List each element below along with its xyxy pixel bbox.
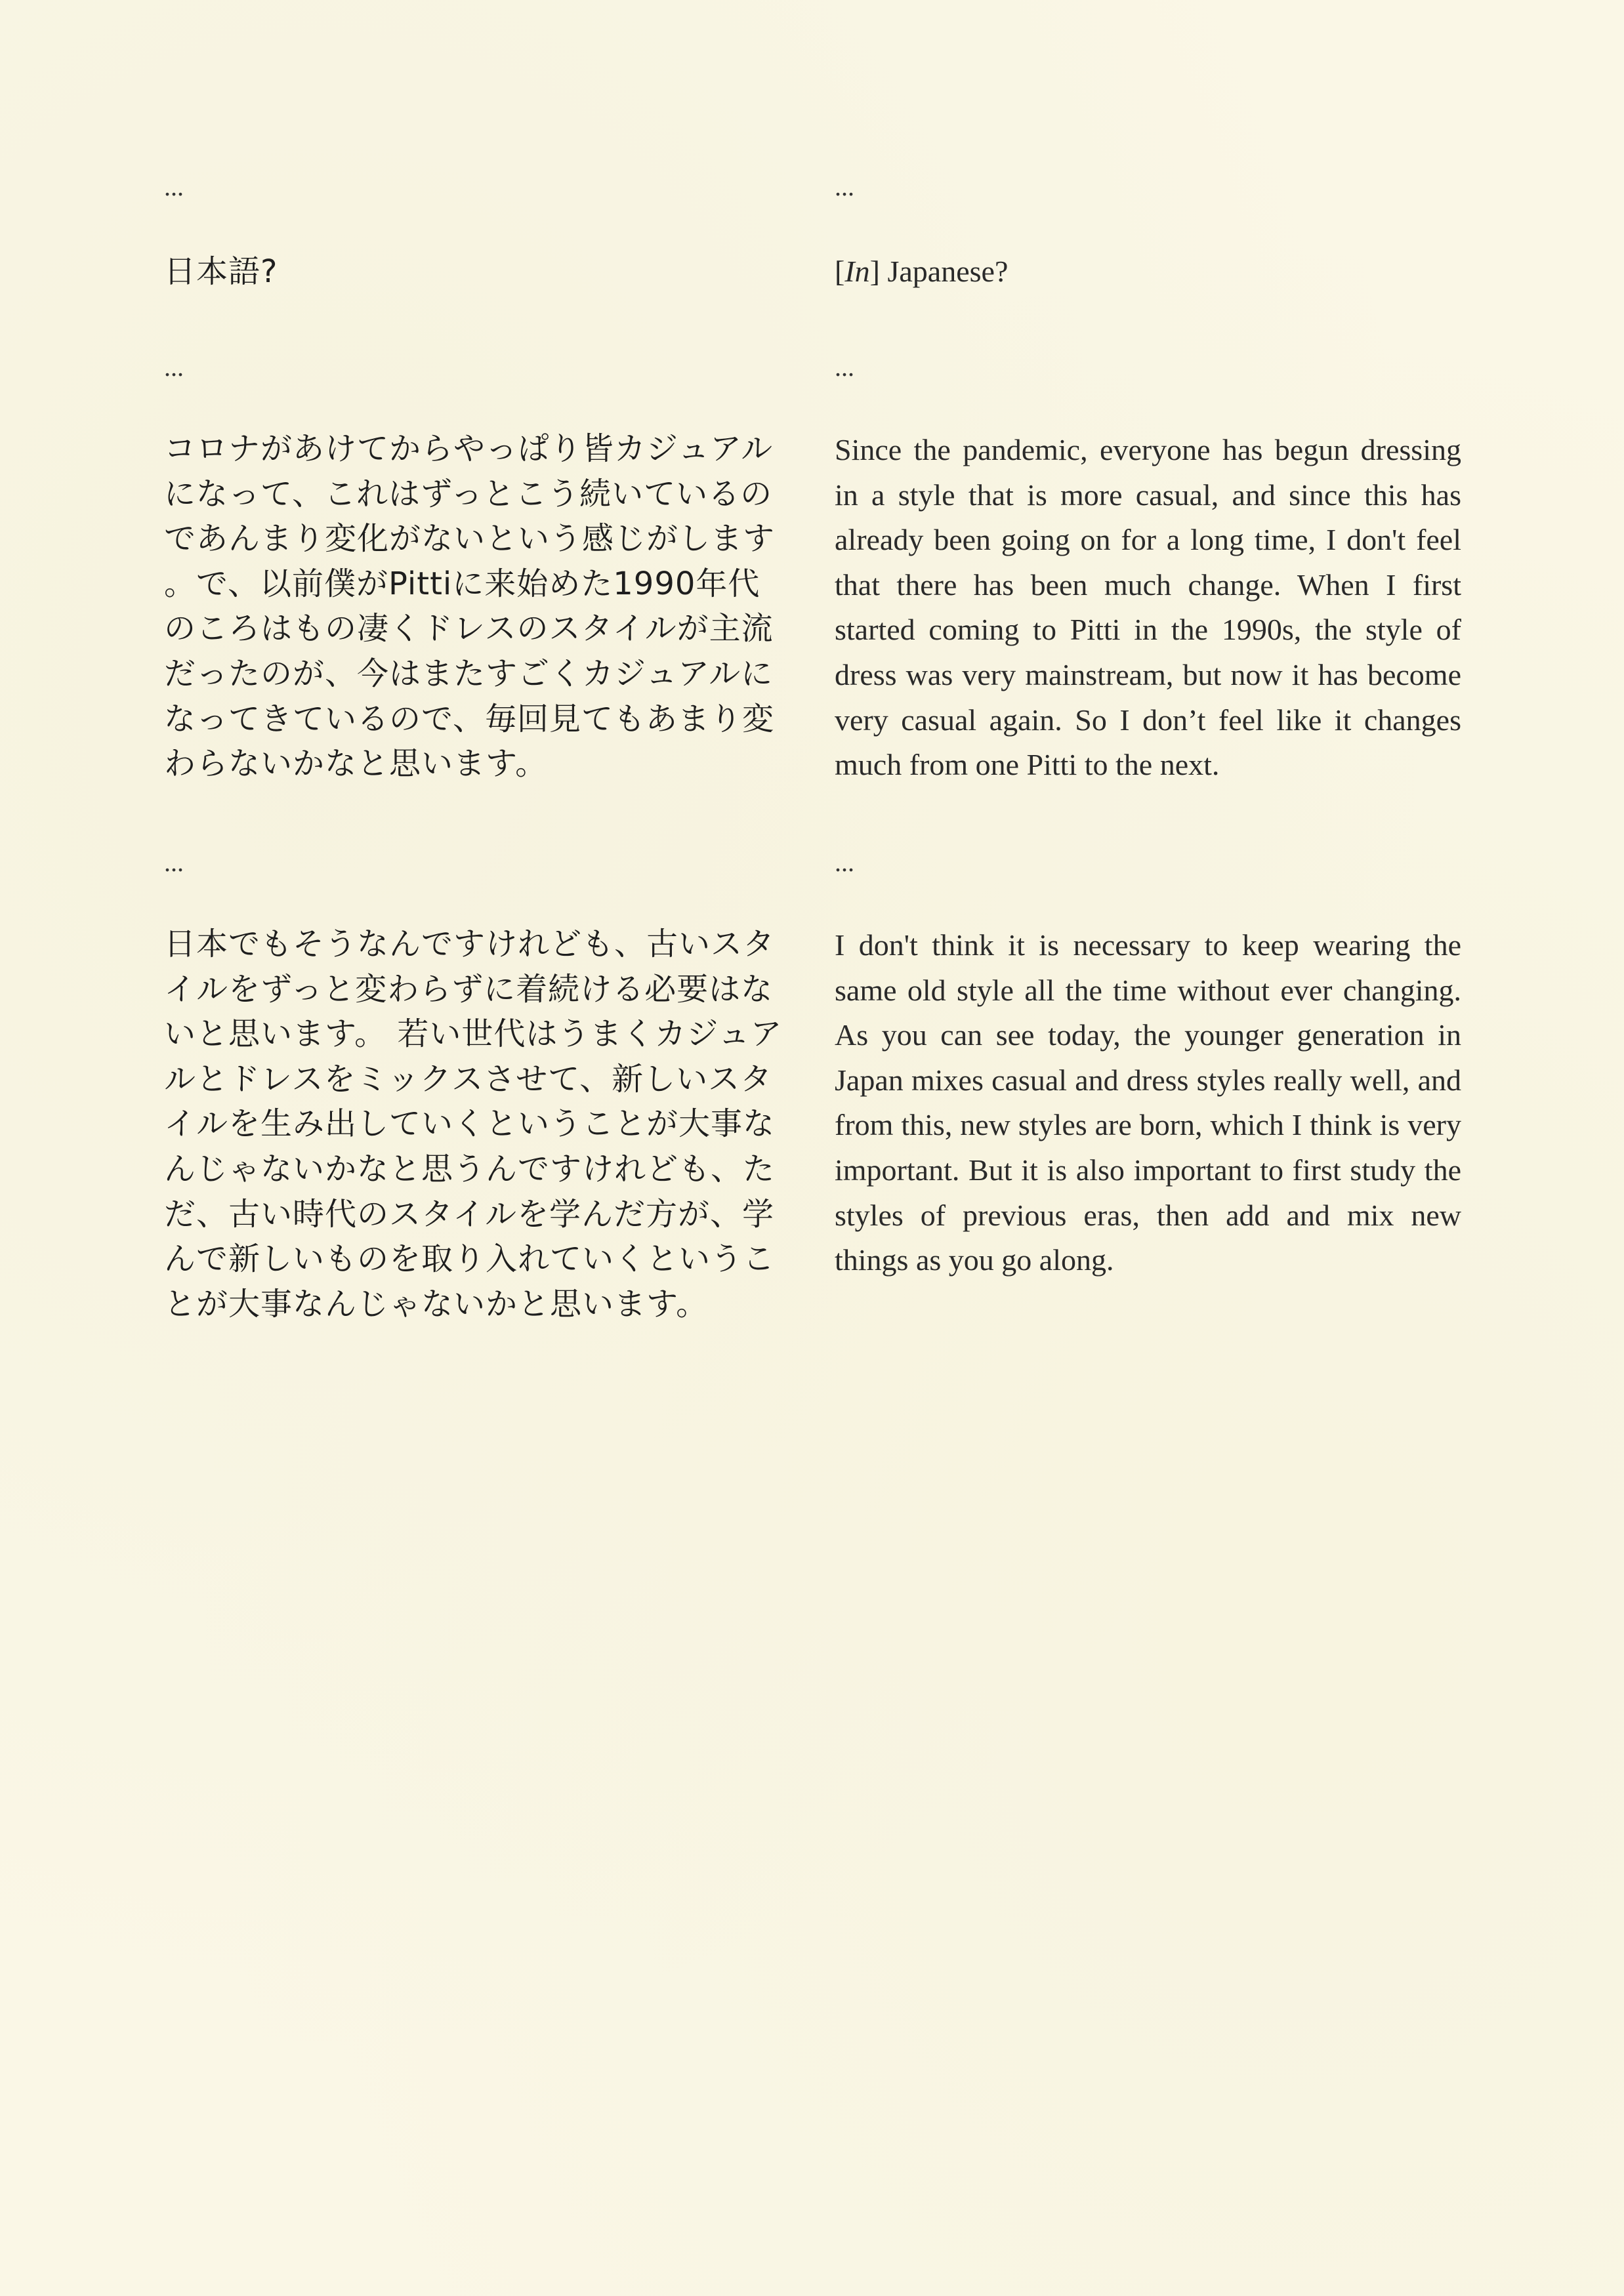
question-japanese: 日本語? [164, 253, 278, 290]
question-rest: Japanese? [879, 255, 1009, 288]
answer-english-2: I don't think it is necessary to keep wearing the same old style all the time without ever changing. As you can see today, the younger generation in Japan mixes casual and dress styles really well, and from this, new styles are born, which I think is very important. But it is also important to first study the styles of previous eras, then add and mix new things as you go along. [835, 928, 1461, 1277]
question-english [835, 249, 1461, 294]
answer-english-1: Since the pandemic, everyone has begun dressing in a style that is more casual, and since this has already been going on for a long time, I don't feel that there has been much change. When I first started coming to Pitti in the 1990s, the style of dress was very mainstream, but now it has become very casual again. So I don’t feel like it changes much from one Pitti to the next. [835, 433, 1461, 782]
ellipsis-left-2: ... [164, 352, 184, 382]
question-bracket-close: ] [869, 255, 880, 288]
ellipsis-left-1: ... [164, 172, 184, 201]
ellipsis-right-2: ... [835, 352, 854, 382]
answer-japanese-2: 日本でもそうなんですけれども、古いスタイルをずっと変わらずに着続ける必要はないと思います。 若い世代はうまくカジュアルとドレスをミックスさせて、新しいスタイルを生み出していくということが大事なんじゃないかなと思うんですけれども、ただ、古い時代のスタイルを学んだ方が、学んで新しいものを取り入れていくということが大事なんじゃないかと思います。 [164, 926, 783, 1322]
ellipsis-right-1: ... [835, 172, 854, 201]
answer-japanese-1: コロナがあけてからやっぱり皆カジュアルになって、これはずっとこう続いているのであんまり変化がないという感じがします。で、以前僕がPittiに来始めた1990年代のころはもの凄くドレスのスタイルが主流だったのが、今はまたすごくカジュアルになってきているので、毎回見てもあまり変わらないかなと思います。 [164, 430, 776, 783]
ellipsis-left-3: ... [164, 848, 184, 877]
ellipsis-right-3: ... [835, 848, 854, 877]
question-italic-in: In [844, 255, 870, 288]
question-bracket-open: [ [835, 255, 845, 288]
